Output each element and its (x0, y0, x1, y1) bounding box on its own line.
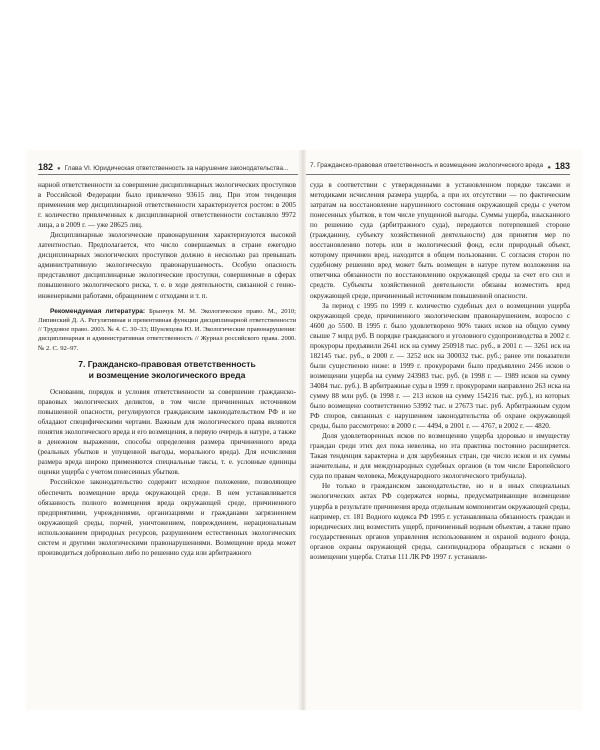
right-page (306, 150, 582, 710)
left-page-header (38, 162, 288, 172)
header-bullet: ● (547, 165, 551, 171)
section-title (38, 359, 296, 381)
right-text-column (310, 180, 570, 562)
literature-text: Брынчук М. М. Экологическое право. М., 2010; Липинский Д. А. Регулятивная и превентивная функции дисциплинарной ответственности // Трудовое право. 2003. № 4. С. 30–33; Шунлецова Ю. И. Экологические правонарушения: дисциплинарная и административная ответственность // Журнал российского права. 2000. № 2. С. 92–97. (38, 307, 297, 352)
left-page (26, 150, 300, 710)
section-title-line-1: 7. Гражданско-правовая ответственность (78, 359, 256, 370)
paragraph: суда в соответствии с утвержденными в установленном порядке таксами и методиками исчисления размера ущерба, а при их отсутствии — по фактическим затратам на восстановление нарушенного состояния окружающей среды с учетом понесенных убытков, в том числе упущенной выгоды. Суммы ущерба, взысканного по решению суда (арбитражного суда), передаются потерпевшей стороне (гражданину, субъекту хозяйственной деятельности) для принятия мер по восстановлению потерь или в экологический фонд, если природный объект, которому причинен вред, находится в общем пользовании. С согласия сторон по судебному решению вред может быть возмещен в натуре путем возложения на ответчика обязанности по восстановлению окружающей среды за счет его сил и средств. Субъекты хозяйственной деятельности обязаны возместить вред окружающей среде, причиненный источником повышенной опасности. (310, 181, 570, 300)
left-text-column (38, 180, 296, 558)
right-page-header (310, 162, 570, 169)
paragraph: За период с 1995 по 1999 г. количество судебных дел о возмещении ущерба окружающей среде, причиненного экологическим правонарушением, возросло с 4600 до 5500. В 1995 г. было удовлетворено 90% таких исков на общую сумму свыше 7 млрд руб. В порядке гражданского и уголовного судопроизводства в 2002 г. прокуроры предъявили 2641 иск на сумму 250918 тыс. руб., в 2001 г. — 3261 иск на 182145 тыс. руб., в 2000 г. — 3252 иск на 300032 тыс. руб.; ранее эти показатели были существенно ниже: в 1999 г. прокурорами было предъявлено 2456 исков о возмещении ущерба на сумму 243983 тыс. руб. (в 1998 г. — 1989 исков на сумму 34084 тыс. руб.). В арбитражные суды в 1999 г. прокурорами направлено 263 иска на сумму 88 млн руб. (в 1998 г. — 213 исков на сумму 154216 тыс. руб.), из которых было возмещено соответственно 53992 тыс. и 27673 тыс. руб. Арбитражным судом РФ споров, связанных с нарушением законодательства об охране окружающей среды, было рассмотрено: в 2000 г. — 4494, в 2001 г. — 4767, в 2002 г. — 4820. (310, 301, 570, 431)
left-running-title: Глава VI. Юридическая ответственность за нарушение законодательства... (64, 165, 289, 172)
recommended-literature (38, 307, 296, 353)
literature-label: Рекомендуемая литература: (50, 307, 146, 315)
paragraph: Не только в гражданском законодательстве, но и в иных специальных экологических актах РФ содержатся нормы, предусматривающие возмещение ущерба в результате причинения вреда отдельным компонентам окружающей среды, например, ст. 181 Водного кодекса РФ 1995 г. устанавливала обязанность граждан и юридических лиц возместить ущерб, причиненный водным объектам, а также право государственных органов управления использованием и охраной водного фонда, органов охраны окружающей среды, санэпиднадзора обращаться с исками о возмещении ущерба. Статья 111 ЛК РФ 1997 г. устанавли- (310, 482, 570, 561)
paragraph: Российское законодательство содержит исходное положение, позволяющее обеспечить возмещение вреда окружающей среде. В нем устанавливается обязанность полного возмещения вреда окружающей среде, причиненного предприятиями, учреждениями, организациями и гражданами загрязнением окружающей среды, порчей, уничтожением, повреждением, нерациональным использованием природных ресурсов, разрушением естественных экологических систем и другими экологическими правонарушениями. Возмещение вреда может производиться добровольно либо по решению суда или арбитражного (38, 478, 296, 557)
paragraph: Дисциплинарные экологические правонарушения характеризуются высокой латентностью. Предполагается, что число совершаемых в стране ежегодно дисциплинарных экологических проступков должно в несколько раз превышать административную экологическую правонарушаемость. Особую опасность представляют дисциплинарные экологические проступки, совершенные в сферах повышенного экологического риска, т. е. в ходе деятельности, связанной с генно-инженерными работами, обращением с отходами и т. п. (38, 231, 296, 300)
section-title-line-2: и возмещение экологического вреда (88, 370, 246, 381)
right-running-title: 7. Гражданско-правовая ответственность и возмещение экологического вреда (310, 162, 544, 169)
right-header-rule (306, 174, 570, 175)
paragraph: Доля удовлетворенных исков по возмещению ущерба здоровью и имуществу граждан среди этих дел пока невелика, но эта практика постоянно расширяется. Такая тенденция характерна и для зарубежных стран, где число исков и их суммы значительны, и для международных судебных органов (в том числе Европейского суда по правам человека, Международного экологического трибунала). (310, 432, 570, 481)
right-page-number: 183 (554, 161, 570, 171)
left-header-rule (38, 174, 300, 175)
open-book (26, 150, 582, 710)
paragraph: Основания, порядок и условия ответственности за совершение гражданско-правовых экологических деликтов, в том числе причиненных источником повышенной опасности, регулируются гражданским законодательством РФ и не обладают специфическими чертами. Важным для экологического права являются понятия экологического вреда и его возмещения, в первую очередь в натуре, а также в денежном выражении, способы определения размера причиненного вреда (реальных убытков и упущенной выгоды, морального вреда). Для исчисления размера вреда широко применяются специальные таксы, т. е. условные единицы оценки ущерба с учетом понесенных убытков. (38, 388, 296, 477)
paragraph: нарной ответственности за совершение дисциплинарных экологических проступков в Российской Федерации было привлечено 93615 лиц. При этом тенденция применения мер дисциплинарной ответственности характеризуется ростом: в 2005 г. количество привлеченных к дисциплинарной ответственности составляло 9972 лица, а в 2009 г. — уже 28625 лиц. (38, 181, 296, 230)
header-bullet: ● (57, 166, 61, 172)
left-page-number: 182 (38, 162, 54, 172)
